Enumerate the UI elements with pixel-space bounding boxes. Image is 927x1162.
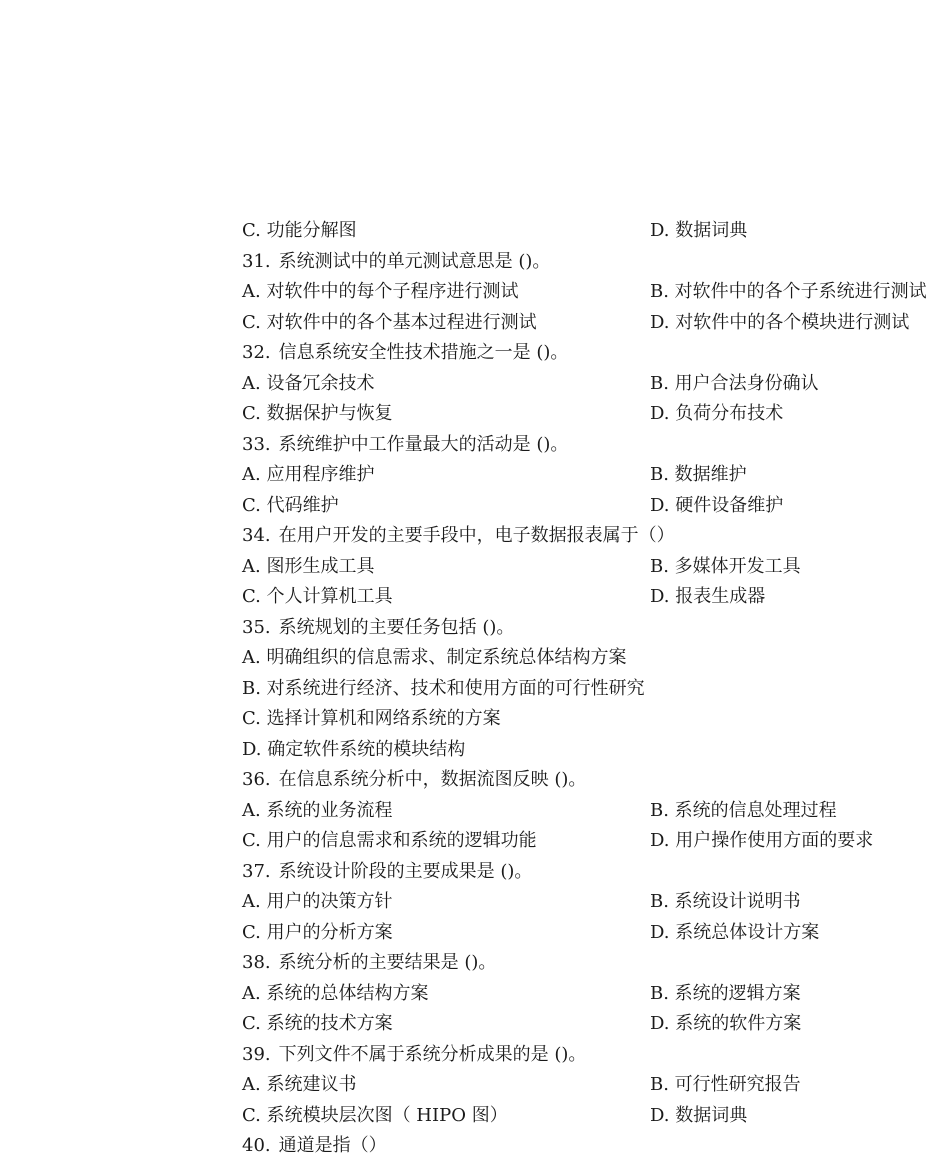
option-text: C. 功能分解图 [242,220,357,241]
question-row [242,613,893,644]
option-text: D. 系统的软件方案 [650,1013,802,1034]
option-row [242,216,893,247]
option-row [242,491,893,522]
option-row [242,582,893,613]
option-row [242,796,893,827]
question-text: 在用户开发的主要手段中，电子数据报表属于（） [278,525,675,546]
option-text: D. 系统总体设计方案 [650,921,820,943]
question-row [242,948,893,979]
question-text: 信息系统安全性技术措施之一是 ()。 [278,342,569,363]
option-text: A. 图形生成工具 [242,555,375,577]
option-text: D. 硬件设备维护 [650,494,784,516]
option-text: C. 数据保护与恢复 [242,403,393,424]
option-text: C. 代码维护 [242,494,339,516]
option-text: C. 选择计算机和网络系统的方案 [242,708,501,729]
option-row [242,735,893,766]
option-text: A. 系统的总体结构方案 [242,982,429,1004]
question-row [242,521,893,552]
option-row [242,887,893,918]
option-text: A. 系统的业务流程 [242,799,393,821]
question-row [242,430,893,461]
option-text: D. 负荷分布技术 [650,403,784,424]
option-text: A. 应用程序维护 [242,464,375,485]
option-text: B. 对软件中的各个子系统进行测试 [650,281,927,302]
question-row [242,857,893,888]
question-row [242,1131,893,1162]
question-text: 在信息系统分析中，数据流图反映 ()。 [278,769,587,790]
option-text: A. 明确组织的信息需求、制定系统总体结构方案 [242,647,627,668]
question-number: 31. [242,250,271,272]
question-text: 通道是指（） [278,1135,387,1156]
question-text: 系统维护中工作量最大的活动是 ()。 [278,433,569,455]
question-text: 系统测试中的单元测试意思是 ()。 [278,250,551,272]
option-text: D. 确定软件系统的模块结构 [242,738,466,760]
question-text: 系统分析的主要结果是 ()。 [278,952,497,973]
option-row [242,460,893,491]
option-row [242,399,893,430]
option-row [242,308,910,339]
option-row [242,674,893,705]
option-row [242,1101,893,1132]
option-row [242,918,893,949]
option-text: C. 对软件中的各个基本过程进行测试 [242,311,537,333]
question [242,948,496,979]
option-text: D. 对软件中的各个模块进行测试 [650,311,910,333]
question-number: 36. [242,769,271,790]
option-text: C. 个人计算机工具 [242,586,393,607]
question-number: 40. [242,1135,271,1156]
question [242,765,586,796]
option-text: B. 数据维护 [650,464,747,485]
question-row [242,247,893,278]
question [242,1131,387,1162]
question-row [242,338,893,369]
option-row [242,1070,893,1101]
question-number: 32. [242,342,271,363]
option-row [242,277,927,308]
question-text: 系统规划的主要任务包括 ()。 [278,616,515,638]
question-number: 39. [242,1043,271,1065]
option-text: D. 数据词典 [650,220,748,241]
option-row [242,979,893,1010]
option-row [242,643,893,674]
option-text: C. 系统模块层次图（ HIPO 图） [242,1104,508,1126]
question-text: 系统设计阶段的主要成果是 ()。 [278,860,533,882]
question [242,613,514,644]
question-list [242,216,927,1162]
option-text: C. 用户的分析方案 [242,921,393,943]
option-text: D. 用户操作使用方面的要求 [650,830,874,851]
option-text: A. 设备冗余技术 [242,372,375,394]
question [242,338,568,369]
option-row [242,704,893,735]
question-number: 33. [242,433,271,455]
question-row [242,1040,893,1071]
question-text: 下列文件不属于系统分析成果的是 ()。 [278,1043,587,1065]
option-text: B. 对系统进行经济、技术和使用方面的可行性研究 [242,677,645,699]
question-number: 34. [242,525,271,546]
option-text: B. 多媒体开发工具 [650,555,801,577]
option-row [242,826,893,857]
option-text: C. 系统的技术方案 [242,1013,393,1034]
question-row [242,765,893,796]
option-text: B. 可行性研究报告 [650,1074,801,1095]
question-number: 37. [242,860,271,882]
option-text: A. 系统建议书 [242,1074,357,1095]
option-text: B. 系统的信息处理过程 [650,799,837,821]
option-text: D. 数据词典 [650,1104,748,1126]
option-row [242,552,893,583]
option-row [242,369,893,400]
question [242,430,568,461]
option-text: B. 系统设计说明书 [650,891,801,912]
option-text: B. 系统的逻辑方案 [650,982,801,1004]
option-text: B. 用户合法身份确认 [650,372,819,394]
question [242,1040,586,1071]
question [242,521,675,552]
option-text: C. 用户的信息需求和系统的逻辑功能 [242,830,537,851]
option-text: A. 对软件中的每个子程序进行测试 [242,281,519,302]
question [242,857,532,888]
question [242,247,550,278]
option-row [242,1009,893,1040]
question-number: 38. [242,952,271,973]
option-text: A. 用户的决策方针 [242,891,393,912]
option-text: D. 报表生成器 [650,586,766,607]
question-number: 35. [242,616,271,638]
